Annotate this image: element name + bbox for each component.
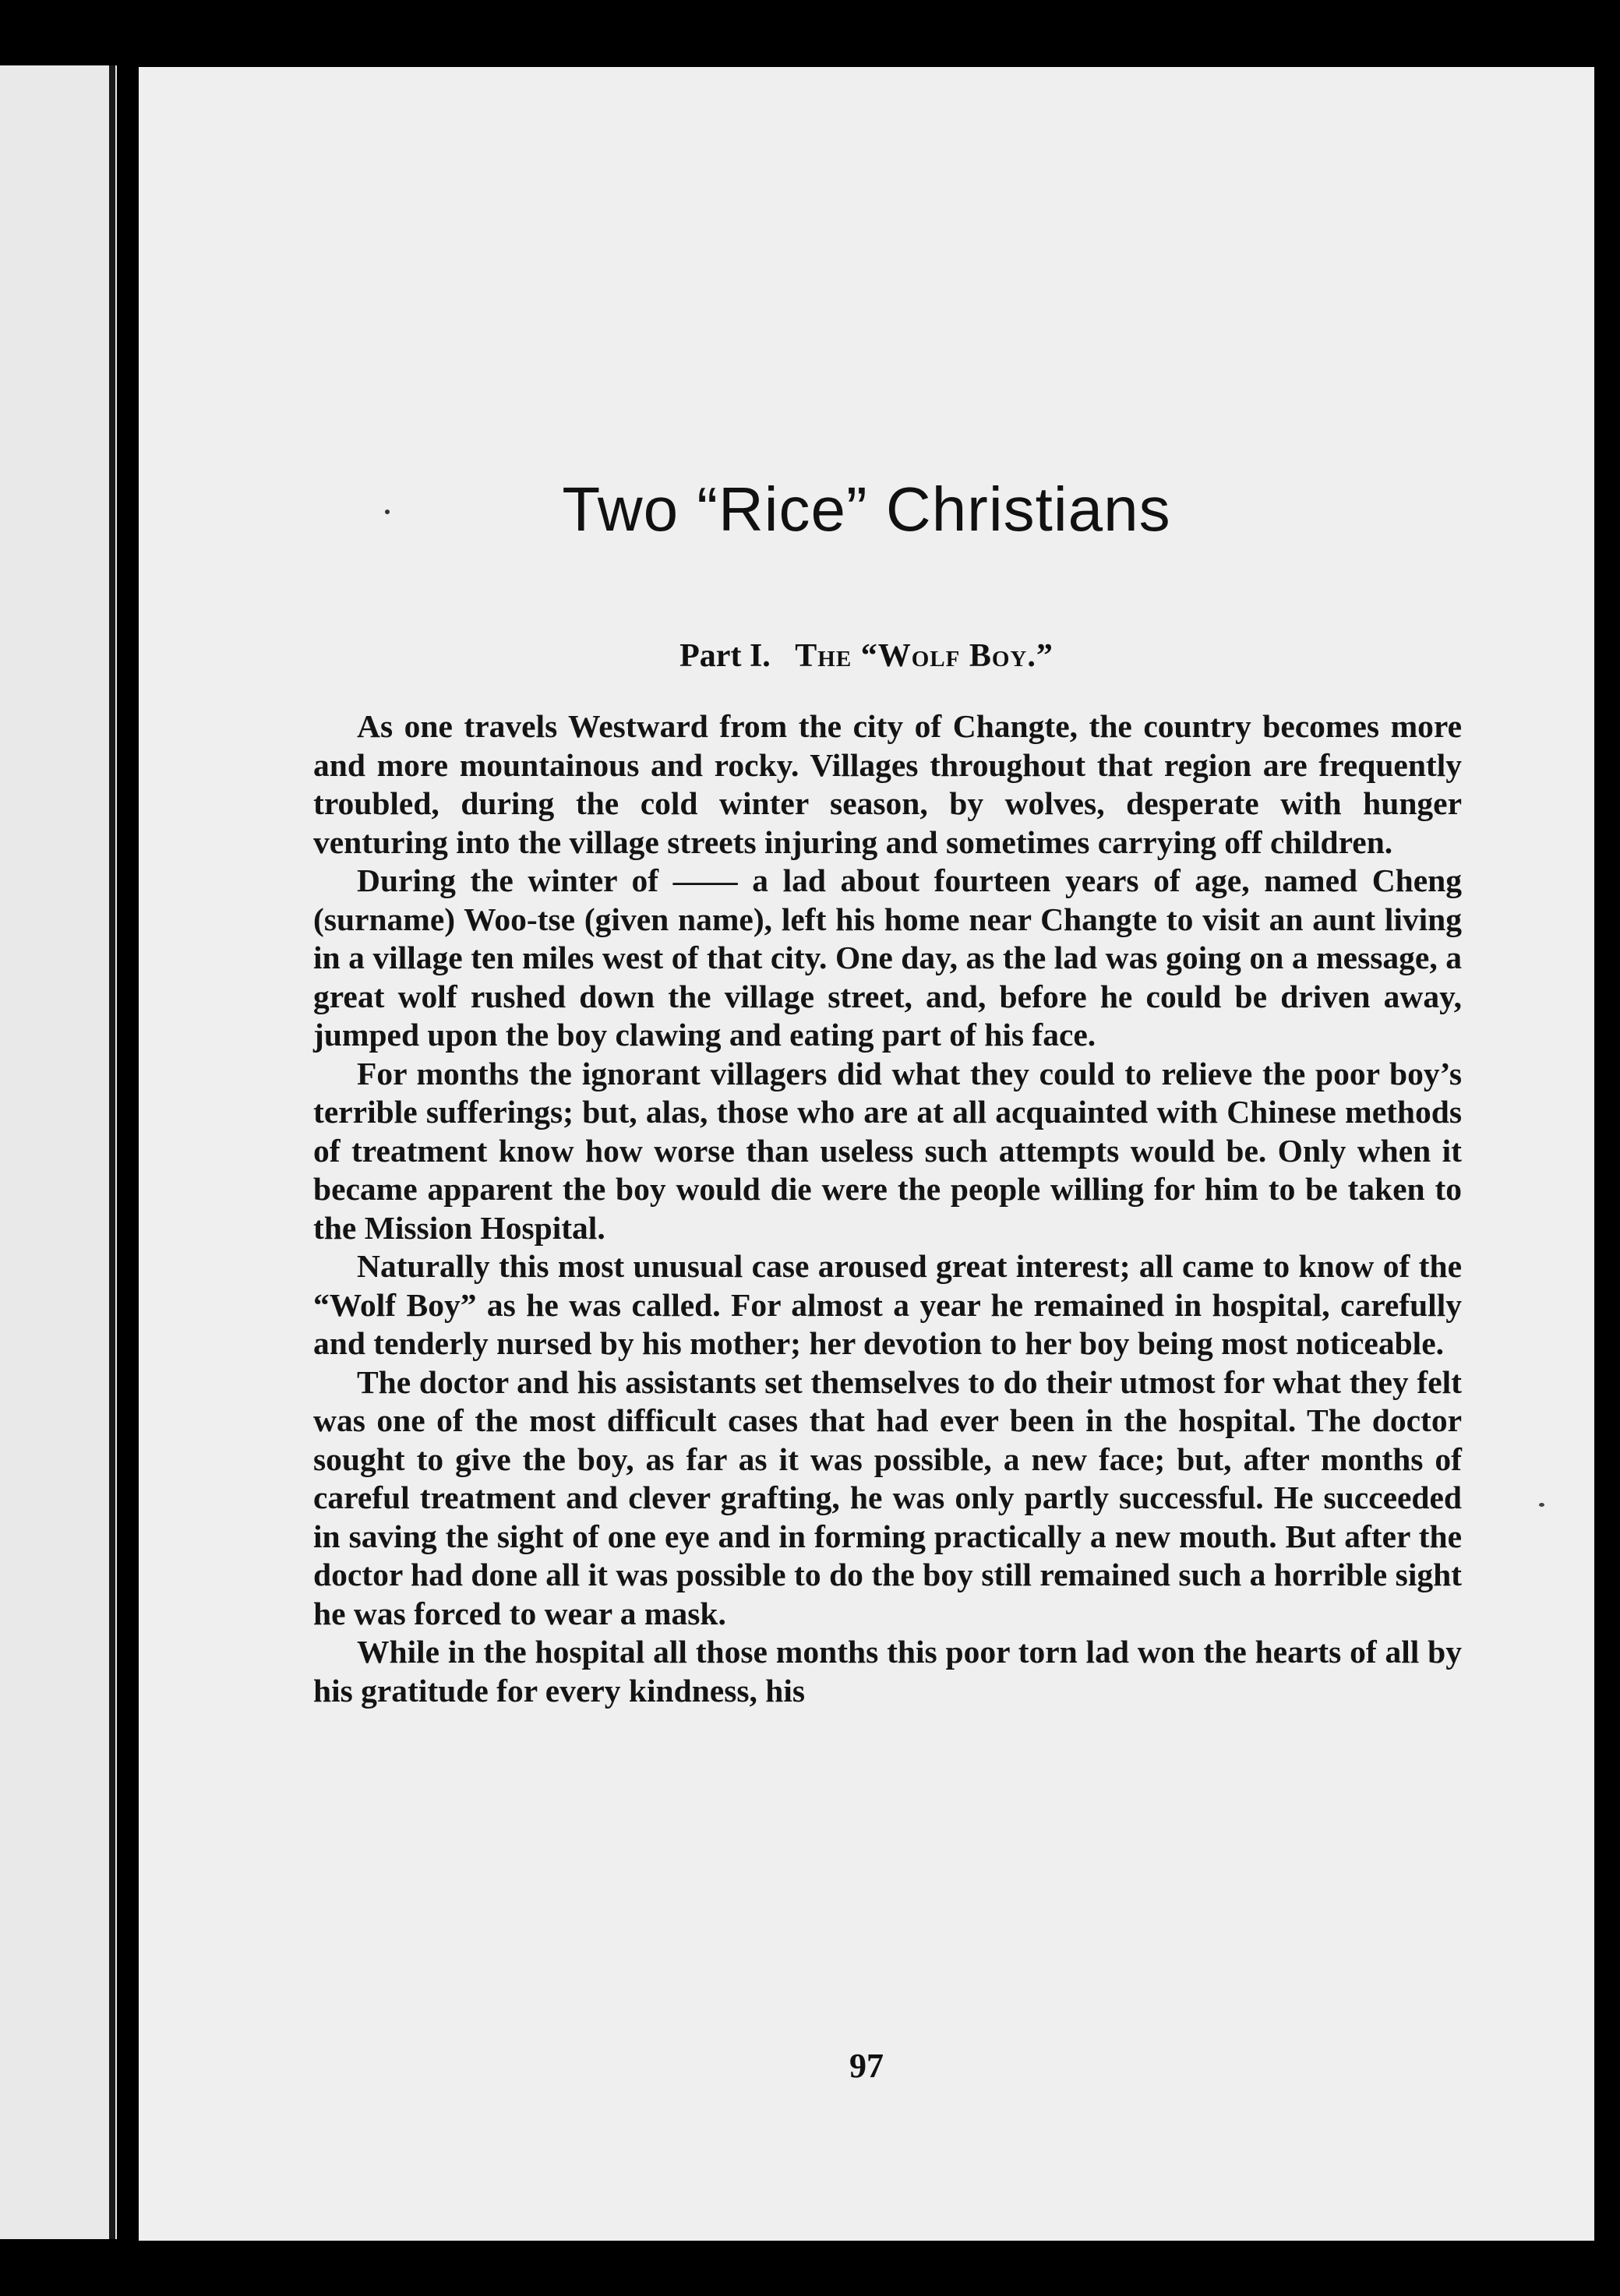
part-heading (139, 637, 1594, 675)
facing-page-edge (0, 65, 117, 2239)
chapter-title: Two “Rice” Christians (562, 474, 1171, 544)
paragraph: For months the ignorant villagers did what they could to relieve the poor boy’s terrible sufferings; but, alas, those who are at all acquainted with Chinese methods of treatment know how worse than useless such attempts would be. Only when it became apparent the boy would die were the people willing for him to be taken to the Mission Hospital. (313, 1055, 1462, 1246)
body-text (313, 707, 1462, 1710)
page-number: 97 (849, 2047, 884, 2085)
paragraph: As one travels Westward from the city of Changte, the country becomes more and more mountainous and rocky. Villages throughout that region are frequently troubled, during the cold winter season, by wolves, desperate with hunger venturing into the village streets injuring and sometimes carrying off children. (313, 708, 1462, 860)
margin-speck (1539, 1503, 1544, 1507)
paragraph: The doctor and his assistants set themselves to do their utmost for what they felt was one of the most difficult cases that had ever been in the hospital. The doctor sought to give the boy, as far as it was possible, a new face; but, after months of careful treatment and clever grafting, he was only partly successful. He succeeded in saving the sight of one eye and in forming practically a new mouth. But after the doctor had done all it was possible to do the boy still remained such a horrible sight he was forced to wear a mask. (313, 1363, 1462, 1631)
part-label: Part I. (679, 638, 771, 674)
part-name: The “Wolf Boy.” (795, 638, 1054, 674)
book-page (139, 67, 1594, 2241)
paragraph: While in the hospital all those months this poor torn lad won the hearts of all by his gratitude for every kindness, his (313, 1634, 1462, 1709)
paragraph: During the winter of —— a lad about fourteen years of age, named Cheng (surname) Woo-tse (given name), left his home near Changte to visit an aunt living in a village ten miles west of that city. One day, as the lad was going on a message, a great wolf rushed down the village street, and, before he could be driven away, jumped upon the boy clawing and eating part of his face. (313, 862, 1462, 1053)
binding-shadow (109, 65, 115, 2239)
paragraph: Naturally this most unusual case aroused great interest; all came to know of the “Wolf Boy” as he was called. For almost a year he remained in hospital, carefully and tenderly nursed by his mother; her devotion to her boy being most noticeable. (313, 1248, 1462, 1361)
